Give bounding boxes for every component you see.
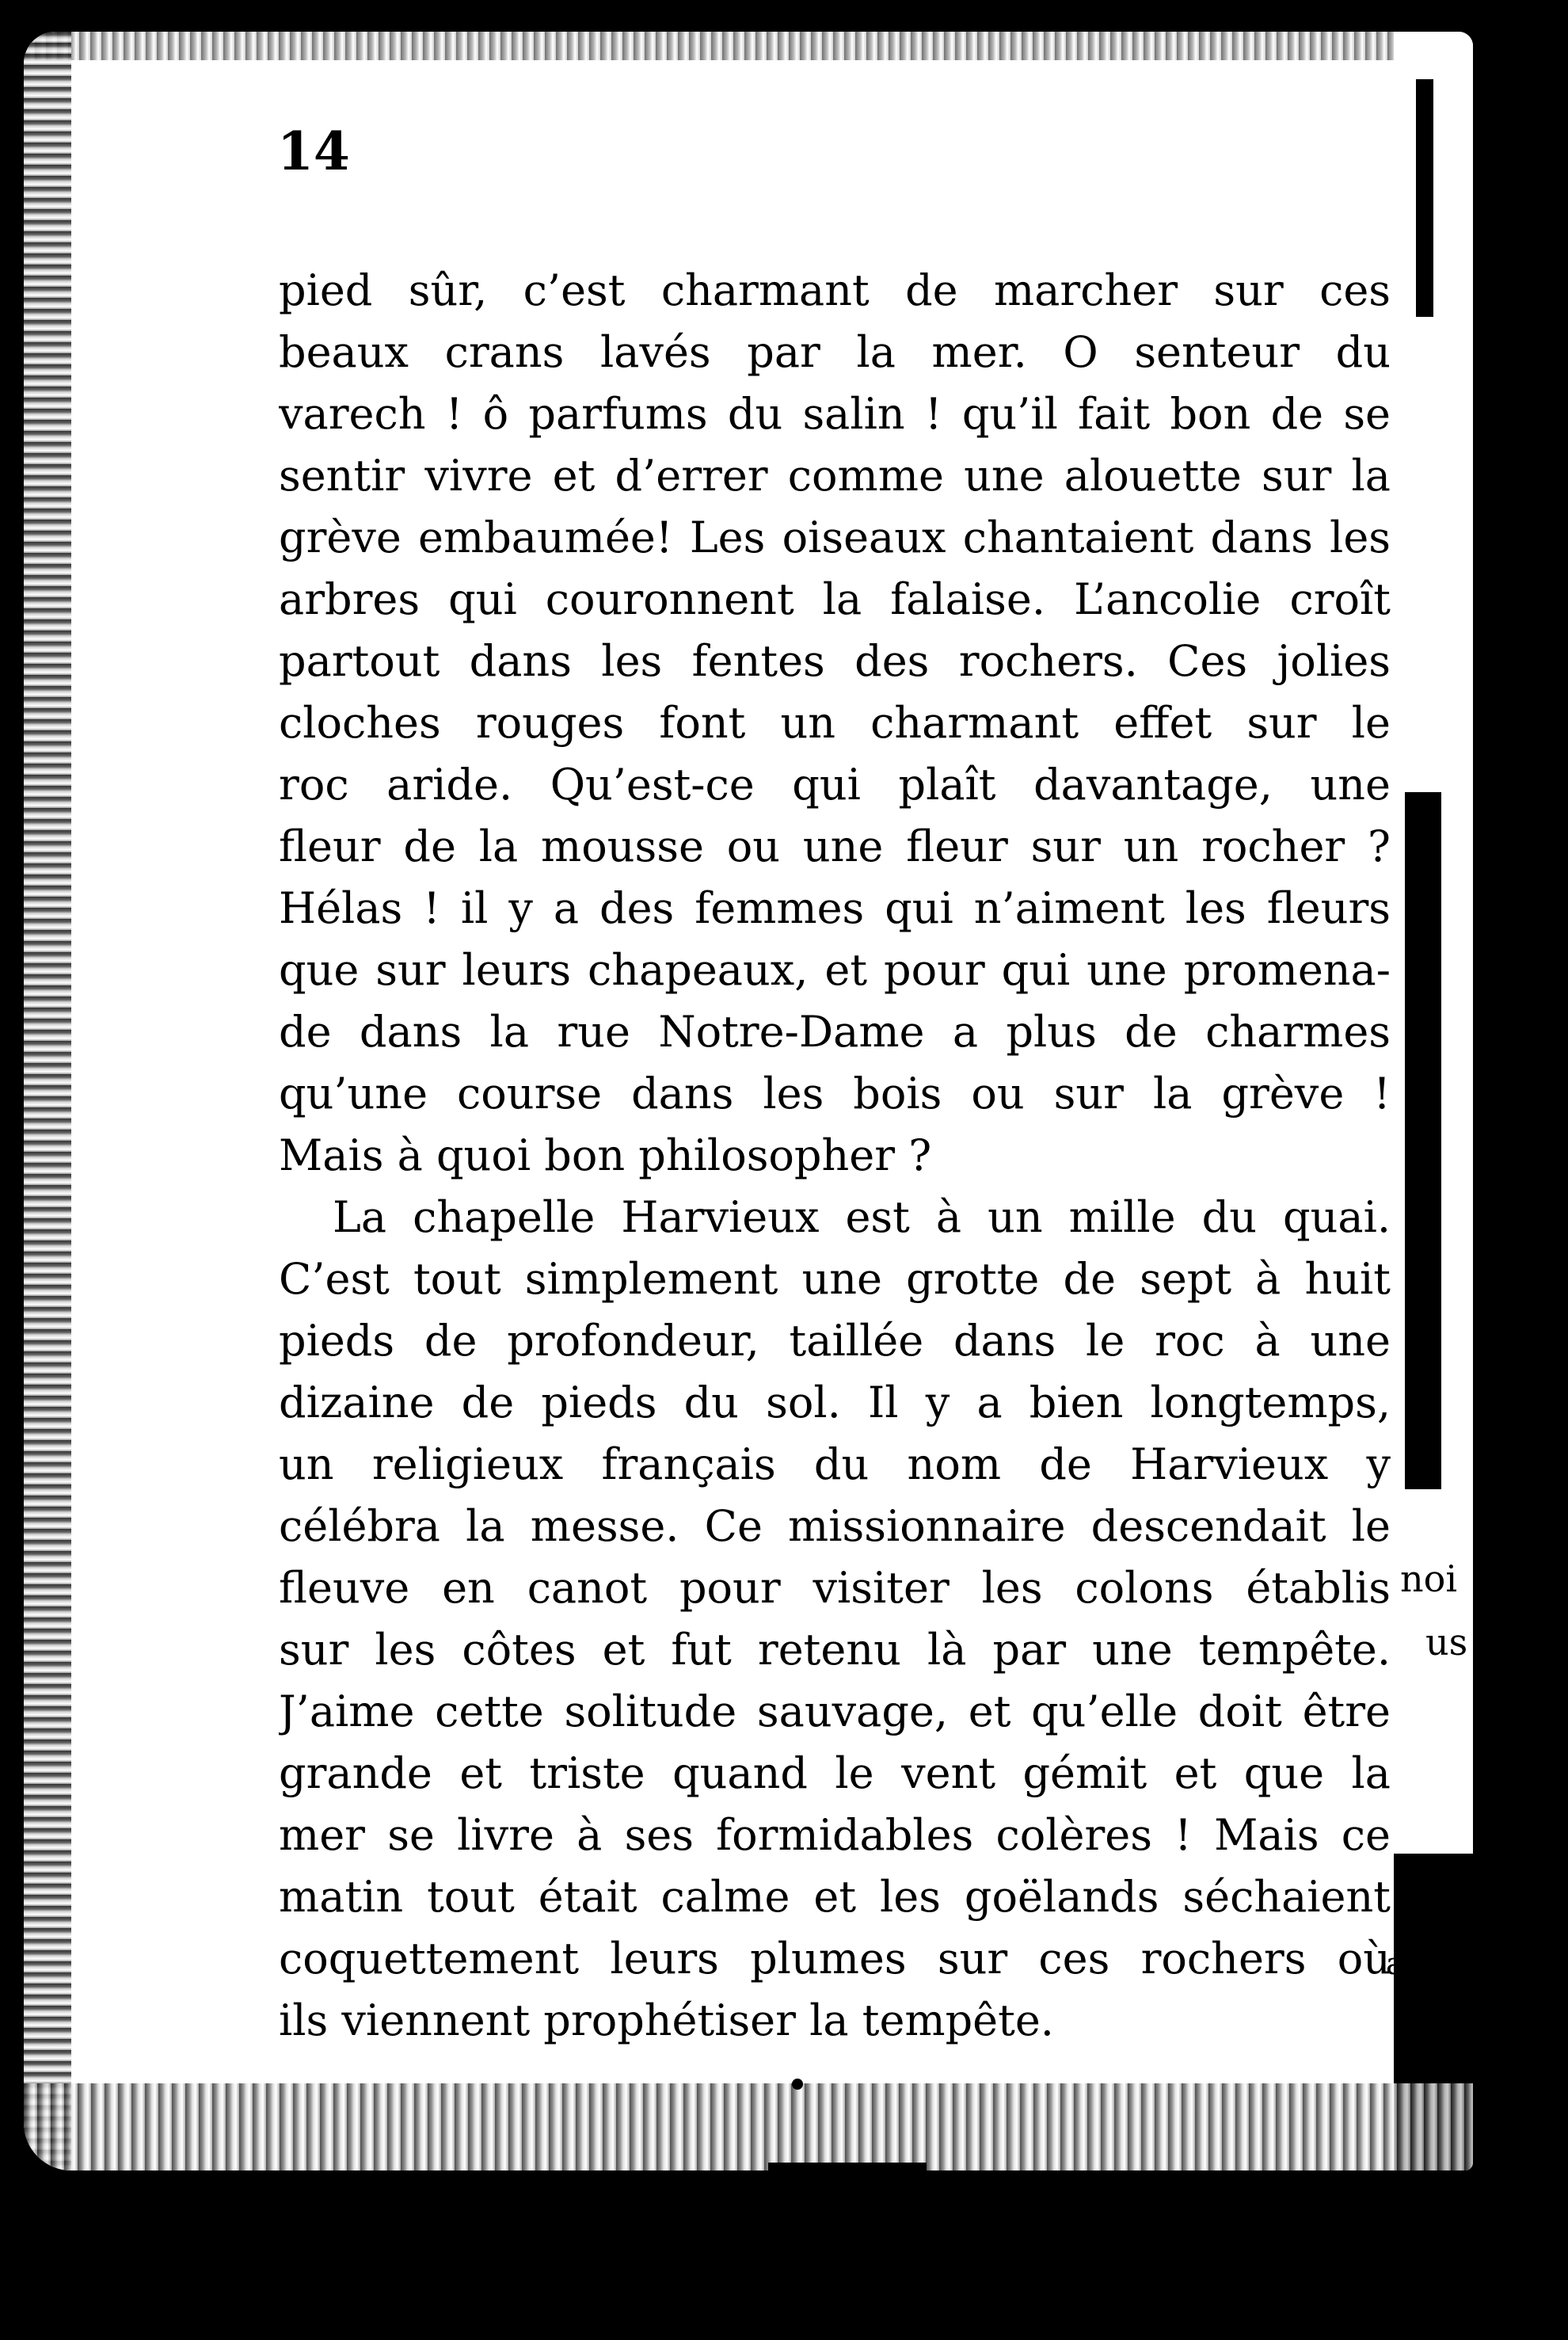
text-line: fleuve en canot pour visiter les colons établis (279, 1563, 1391, 1613)
text-line: grève embaumée! Les oiseaux chantaient dans les (279, 513, 1391, 562)
paragraph-start-line: La chapelle Harvieux est à un mille du quai. (333, 1192, 1391, 1242)
text-line: coquettement leurs plumes sur ces rochers où (279, 1934, 1391, 1984)
binding-shadow (1416, 79, 1433, 317)
text-line: fleur de la mousse ou une fleur sur un rocher ? (279, 821, 1391, 871)
text-line: arbres qui couronnent la falaise. L’ancolie croît (279, 574, 1391, 624)
margin-fragment: noi (1400, 1557, 1458, 1600)
margin-fragment: ai (1386, 1946, 1414, 1981)
text-line: sentir vivre et d’errer comme une alouette sur la (279, 451, 1391, 501)
text-line: beaux crans lavés par la mer. O senteur du (279, 327, 1391, 377)
ink-dot (792, 2079, 803, 2090)
text-line: qu’une course dans les bois ou sur la grève ! (279, 1069, 1391, 1119)
text-line: pied sûr, c’est charmant de marcher sur ces (279, 265, 1391, 315)
body-text (279, 260, 1391, 2052)
page-number: 14 (277, 120, 350, 182)
text-line: célébra la messe. Ce missionnaire descendait le (279, 1501, 1391, 1551)
page-bottom-edge (24, 2083, 1473, 2170)
text-line: sur les côtes et fut retenu là par une tempête. (279, 1625, 1391, 1675)
text-line: que sur leurs chapeaux, et pour qui une promena- (279, 945, 1391, 995)
binding-shadow (1405, 792, 1441, 1489)
text-line: matin tout était calme et les goëlands séchaient (279, 1872, 1391, 1922)
text-line: J’aime cette solitude sauvage, et qu’elle doit être (279, 1686, 1391, 1736)
page-right-edge (1394, 32, 1473, 2170)
page-left-edge (24, 32, 71, 2170)
text-line: Mais à quoi bon philosopher ? (279, 1130, 932, 1180)
text-line: C’est tout simplement une grotte de sept à huit (279, 1254, 1391, 1304)
text-line: un religieux français du nom de Harvieux y (279, 1439, 1391, 1489)
text-line: partout dans les fentes des rochers. Ces jolies (279, 636, 1391, 686)
page-top-edge (24, 32, 1473, 60)
text-line: mer se livre à ses formidables colères ! Mais ce (279, 1810, 1391, 1860)
text-line: pieds de profondeur, taillée dans le roc à une (279, 1316, 1391, 1366)
end-rule (768, 2163, 927, 2170)
text-line: roc aride. Qu’est-ce qui plaît davantage, une (279, 760, 1391, 810)
text-line: de dans la rue Notre-Dame a plus de charmes (279, 1007, 1391, 1057)
text-line: grande et triste quand le vent gémit et que la (279, 1748, 1391, 1798)
text-line: Hélas ! il y a des femmes qui n’aiment les fleurs (279, 883, 1391, 933)
text-line: varech ! ô parfums du salin ! qu’il fait bon de se (279, 389, 1391, 439)
scanned-page (24, 32, 1473, 2170)
text-line: dizaine de pieds du sol. Il y a bien longtemps, (279, 1378, 1391, 1427)
text-line: ils viennent prophétiser la tempête. (279, 1995, 1054, 2045)
margin-fragment: us (1425, 1621, 1468, 1664)
text-line: cloches rouges font un charmant effet sur le (279, 698, 1391, 748)
